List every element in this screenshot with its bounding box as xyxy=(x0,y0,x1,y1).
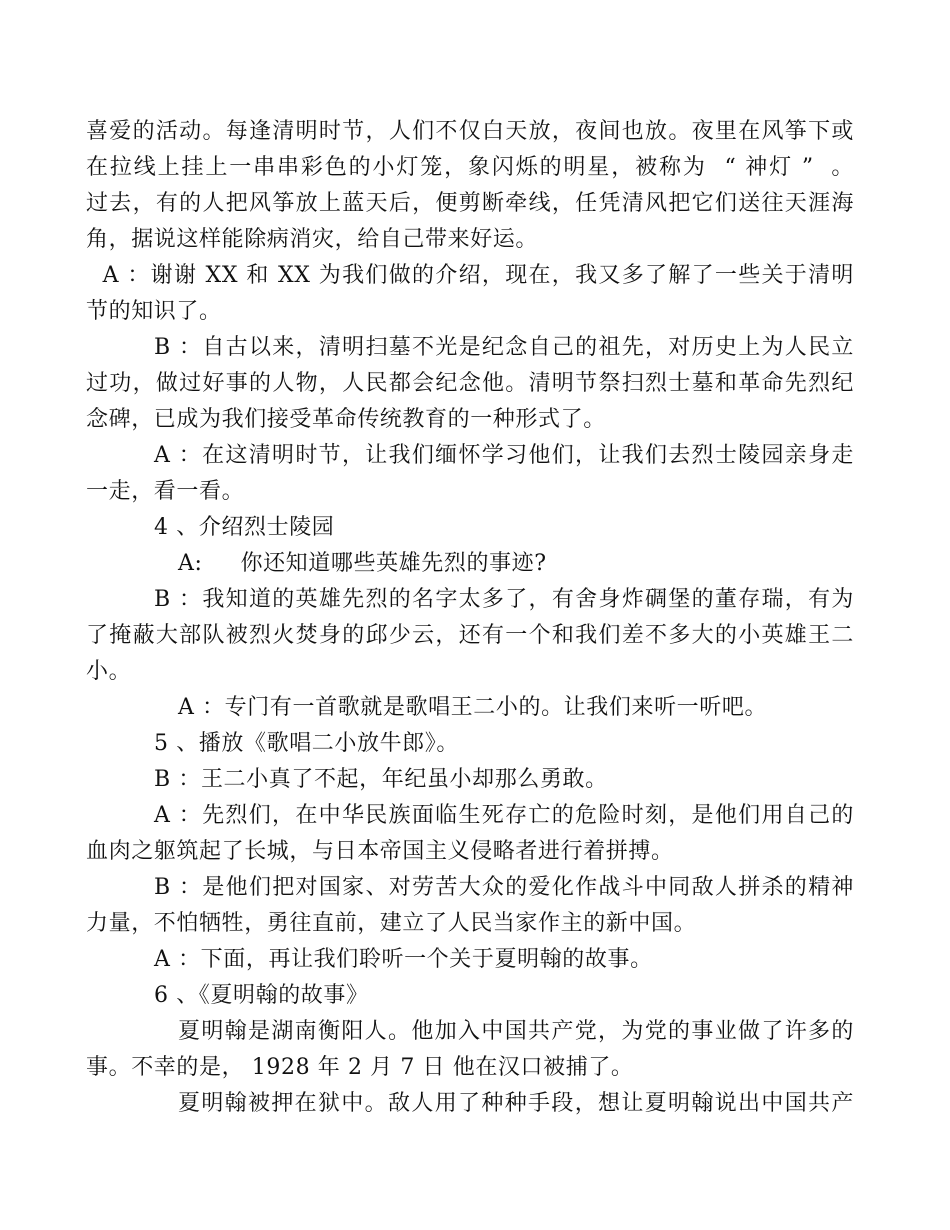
text-line: 一走，看一看。 xyxy=(86,479,245,504)
text-line: A ：谢谢 XX 和 XX 为我们做的介绍，现在，我又多了解了一些关于清明 xyxy=(86,263,854,288)
text-line: 小。 xyxy=(86,659,132,684)
section-heading: 4 、介绍烈士陵园 xyxy=(154,515,335,540)
text-line: 念碑，已成为我们接受革命传统教育的一种形式了。 xyxy=(86,407,606,432)
text-line: 夏明翰是湖南衡阳人。他加入中国共产党，为党的事业做了许多的 xyxy=(178,1019,854,1044)
text-line: 节的知识了。 xyxy=(86,299,222,324)
text-line: B ：是他们把对国家、对劳苦大众的爱化作战斗中同敌人拼杀的精神 xyxy=(154,875,854,900)
text-line: B ：王二小真了不起，年纪虽小却那么勇敢。 xyxy=(154,767,608,792)
text-line: 角，据说这样能除病消灾，给自己带来好运。 xyxy=(86,227,539,252)
text-line: 血肉之躯筑起了长城，与日本帝国主义侵略者进行着拼搏。 xyxy=(86,839,674,864)
text-line: 夏明翰被押在狱中。敌人用了种种手段，想让夏明翰说出中国共产 xyxy=(178,1091,854,1116)
section-heading: 6 、《夏明翰的故事》 xyxy=(154,983,369,1008)
text-line: B ：我知道的英雄先烈的名字太多了，有舍身炸碉堡的董存瑞，有为 xyxy=(154,587,854,612)
text-line: B ：自古以来，清明扫墓不光是纪念自己的祖先，对历史上为人民立 xyxy=(154,335,854,360)
text-line: A: 你还知道哪些英雄先烈的事迹? xyxy=(178,551,547,576)
text-line: A ：在这清明时节，让我们缅怀学习他们，让我们去烈士陵园亲身走 xyxy=(154,443,854,468)
text-line: 力量，不怕牺牲，勇往直前，建立了人民当家作主的新中国。 xyxy=(86,911,697,936)
text-line: A ：专门有一首歌就是歌唱王二小的。让我们来听一听吧。 xyxy=(178,695,768,720)
text-line: 在拉线上挂上一串串彩色的小灯笼，象闪烁的明星，被称为 “ 神灯 ” 。 xyxy=(86,155,854,180)
section-heading: 5 、播放《歌唱二小放牛郎》。 xyxy=(154,731,459,756)
text-line: 过功，做过好事的人物，人民都会纪念他。清明节祭扫烈士墓和革命先烈纪 xyxy=(86,371,854,396)
text-line: 喜爱的活动。每逢清明时节，人们不仅白天放，夜间也放。夜里在风筝下或 xyxy=(86,119,854,144)
text-line: A ：先烈们，在中华民族面临生死存亡的危险时刻，是他们用自己的 xyxy=(154,803,854,828)
text-line: A ：下面，再让我们聆听一个关于夏明翰的故事。 xyxy=(154,947,653,972)
text-line: 了掩蔽大部队被烈火焚身的邱少云，还有一个和我们差不多大的小英雄王二 xyxy=(86,623,854,648)
text-line: 过去，有的人把风筝放上蓝天后，便剪断牵线，任凭清风把它们送往天涯海 xyxy=(86,191,854,216)
text-line: 事。不幸的是， 1928 年 2 月 7 日 他在汉口被捕了。 xyxy=(86,1055,634,1080)
